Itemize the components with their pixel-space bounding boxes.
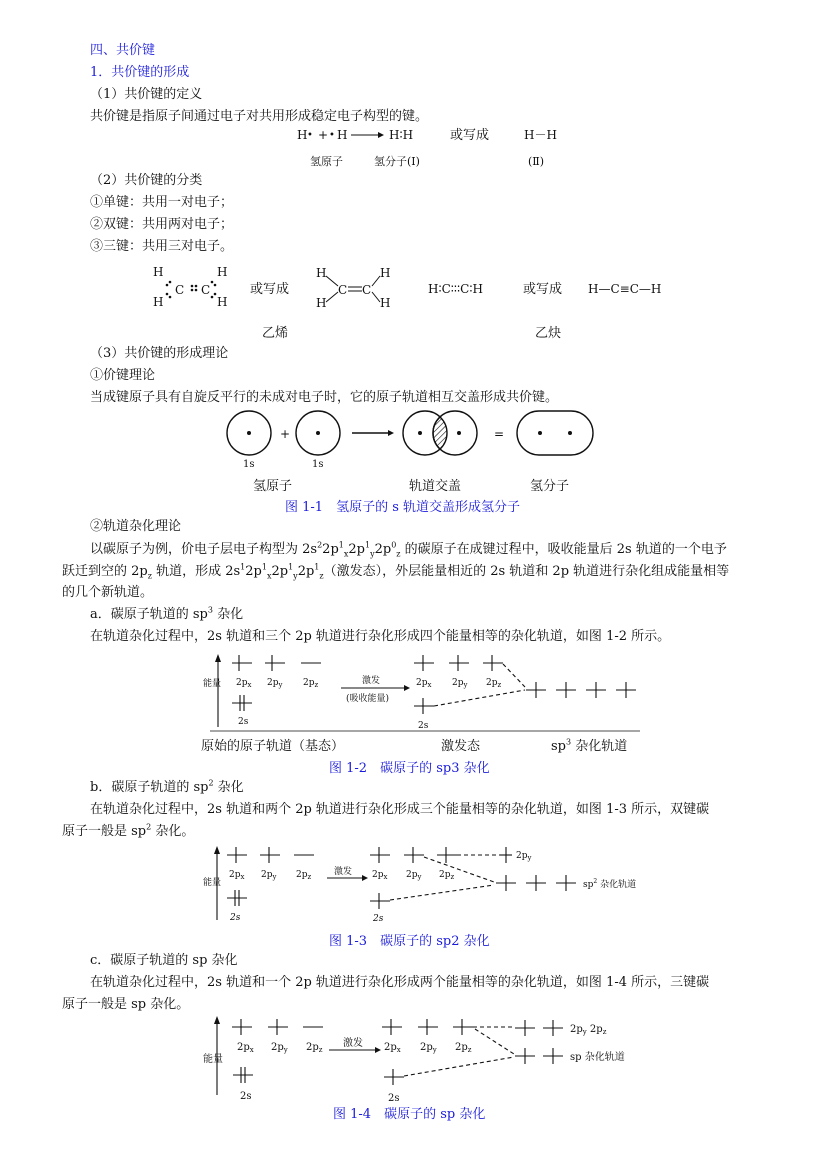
- svg-text:2pz: $2p_z$: [306, 1042, 323, 1054]
- svg-text:2px: $2p_x$: [236, 678, 252, 689]
- svg-text:2px: $2p_x$: [237, 1042, 254, 1054]
- svg-text:H: H: [316, 296, 327, 310]
- label-h-atom: 氢原子: [310, 155, 343, 168]
- svg-text:2pz: $2p_z$: [486, 678, 502, 689]
- plus-sign: +: [318, 128, 329, 142]
- label-ethyne: 乙炔: [535, 326, 562, 341]
- h-atom-right: H: [337, 128, 348, 142]
- hybridization-text-line-2: 跃迁到空的 $2p_z$ 轨道，形成 $2s^12p^1_x2p^1_y2p^1_z$（激发态），外层能量相近的 2s 轨道和 2p 轨道进行杂化组成能量相等: [62, 562, 730, 581]
- svg-text:2px: $2p_x$: [229, 870, 245, 881]
- svg-text:2s: 2s: [418, 721, 429, 731]
- label-h2-molecule: 氢分子(Ⅰ): [374, 155, 420, 168]
- figure-1-2-caption: 图 1-2 碳原子的 sp3 杂化: [329, 761, 490, 776]
- svg-text:H: H: [316, 266, 327, 280]
- svg-text:2s: 2s: [238, 717, 249, 727]
- svg-text:2px: $2p_x$: [384, 1042, 401, 1054]
- svg-text:2py: $2p_y$: [420, 1042, 437, 1054]
- svg-text:H: H: [380, 296, 391, 310]
- svg-text:H: H: [153, 265, 164, 279]
- svg-text:2py: $2p_y$: [452, 678, 468, 689]
- subsection-heading: 1．共价键的形成: [90, 65, 190, 80]
- label-sp2-orbitals: $sp^2$ 杂化轨道: [583, 878, 637, 890]
- svg-text:2py: $2p_y$: [261, 870, 277, 881]
- equals-sign: =: [494, 427, 505, 441]
- or-write-label: 或写成: [250, 282, 290, 297]
- sp2-text-line-2: 原子一般是 $sp^2$ 杂化。: [62, 822, 195, 839]
- h-atom-left: H: [297, 128, 308, 142]
- svg-text:C: C: [338, 283, 348, 297]
- svg-text:H: H: [217, 295, 228, 309]
- energy-axis-label-1: 能量: [203, 679, 222, 689]
- label-ii: (Ⅱ): [528, 155, 545, 168]
- vb-theory-text: 当成键原子具有自旋反平行的未成对电子时，它的原子轨道相互交盖形成共价键。: [90, 390, 559, 405]
- label-sp-orbitals: sp 杂化轨道: [570, 1052, 625, 1063]
- classification-heading: （2）共价键的分类: [90, 173, 203, 188]
- section-heading: 四、共价键: [90, 43, 156, 58]
- absorb-label: (吸收能量): [346, 694, 390, 704]
- sp3-title: a．碳原子轨道的 $sp^3$ 杂化: [90, 605, 244, 622]
- svg-text:2s: 2s: [240, 1091, 252, 1102]
- sp2-title: b．碳原子轨道的 $sp^2$ 杂化: [90, 778, 244, 795]
- svg-text:C: C: [201, 283, 211, 297]
- svg-text:2pz: $2p_z$: [455, 1042, 472, 1054]
- excite-label: 激发: [334, 867, 353, 877]
- label-1s-left: 1s: [243, 459, 255, 470]
- plus-sign: +: [280, 427, 291, 441]
- label-overlap: 轨道交盖: [409, 479, 462, 494]
- label-ethene: 乙烯: [262, 326, 289, 341]
- single-bond-text: ①单键：共用一对电子；: [90, 195, 234, 210]
- or-write-label: 或写成: [450, 128, 490, 143]
- hybridization-title: ②轨道杂化理论: [90, 519, 182, 534]
- svg-text:2s: 2s: [230, 913, 241, 923]
- ethyne-lewis-structure: H∶C∶∶∶C∶H: [428, 282, 483, 296]
- svg-text:C: C: [175, 283, 185, 297]
- vb-theory-title: ①价键理论: [90, 368, 156, 383]
- svg-text:2px: $2p_x$: [416, 678, 432, 689]
- label-sp3-orbitals: $sp^3$ 杂化轨道: [551, 737, 628, 754]
- h2-line-formula: H－H: [524, 128, 557, 142]
- double-bond-text: ②双键：共用两对电子；: [90, 217, 234, 232]
- svg-text:C: C: [362, 283, 372, 297]
- svg-text:2pz: $2p_z$: [439, 870, 455, 881]
- label-h-atom: 氢原子: [253, 479, 293, 494]
- hybridization-text-line-3: 的几个新轨道。: [62, 585, 154, 600]
- label-h2-molecule: 氢分子: [530, 479, 570, 494]
- svg-text:2s: 2s: [373, 914, 384, 924]
- label-2py: $2p_y$: [516, 851, 532, 862]
- energy-axis-label-3: 能量: [203, 1054, 223, 1065]
- or-write-label: 或写成: [523, 282, 563, 297]
- label-excited-state: 激发态: [441, 739, 481, 754]
- theory-heading: （3）共价键的形成理论: [90, 346, 229, 361]
- definition-heading: （1）共价键的定义: [90, 87, 203, 102]
- energy-axis-label-2: 能量: [203, 878, 222, 888]
- sp2-text-line-1: 在轨道杂化过程中，2s 轨道和两个 2p 轨道进行杂化形成三个能量相等的杂化轨道，如图 1-3 所示，双键碳: [90, 802, 710, 817]
- sp3-text: 在轨道杂化过程中，2s 轨道和三个 2p 轨道进行杂化形成四个能量相等的杂化轨道，如图 1-2 所示。: [90, 629, 671, 644]
- svg-text:2pz: $2p_z$: [296, 870, 312, 881]
- definition-text: 共价键是指原子间通过电子对共用形成稳定电子构型的键。: [90, 109, 429, 124]
- svg-text:2s: 2s: [388, 1093, 400, 1104]
- label-ground-state: 原始的原子轨道（基态）: [201, 739, 345, 754]
- electron-dot: •: [307, 130, 313, 141]
- svg-text:2pz: $2p_z$: [303, 678, 319, 689]
- triple-bond-text: ③三键：共用三对电子。: [90, 239, 234, 254]
- ethyne-structural-formula: H—C≡C—H: [588, 282, 662, 296]
- hybridization-text-line-1: 以碳原子为例，价电子层电子构型为 $2s^22p^1_x2p^1_y2p^0_z$ 的碳原子在成键过程中，吸收能量后 2s 轨道的一个电予: [90, 540, 727, 559]
- svg-text:2py: $2p_y$: [267, 678, 283, 689]
- svg-text:H: H: [217, 265, 228, 279]
- figure-1-1-caption: 图 1-1 氢原子的 s 轨道交盖形成氢分子: [285, 500, 521, 515]
- label-1s-right: 1s: [312, 459, 324, 470]
- svg-text:2py: $2p_y$: [271, 1042, 288, 1054]
- svg-text:2py: $2p_y$: [406, 870, 422, 881]
- h2-lewis: H∶H: [389, 128, 414, 142]
- sp-text-line-1: 在轨道杂化过程中，2s 轨道和一个 2p 轨道进行杂化形成两个能量相等的杂化轨道，如图 1-4 所示，三键碳: [90, 975, 710, 990]
- svg-text:H: H: [153, 295, 164, 309]
- excite-label: 激发: [362, 676, 381, 686]
- figure-1-4-caption: 图 1-4 碳原子的 sp 杂化: [333, 1107, 486, 1122]
- label-2py-2pz: $2p_y$ $2p_z$: [570, 1024, 607, 1036]
- svg-text:2px: $2p_x$: [372, 870, 388, 881]
- sp-text-line-2: 原子一般是 sp 杂化。: [62, 997, 190, 1012]
- sp-title: c．碳原子轨道的 sp 杂化: [90, 953, 238, 968]
- excite-label: 激发: [343, 1038, 363, 1049]
- svg-text:H: H: [380, 266, 391, 280]
- electron-dot: •: [329, 130, 335, 141]
- figure-1-3-caption: 图 1-3 碳原子的 sp2 杂化: [329, 934, 490, 949]
